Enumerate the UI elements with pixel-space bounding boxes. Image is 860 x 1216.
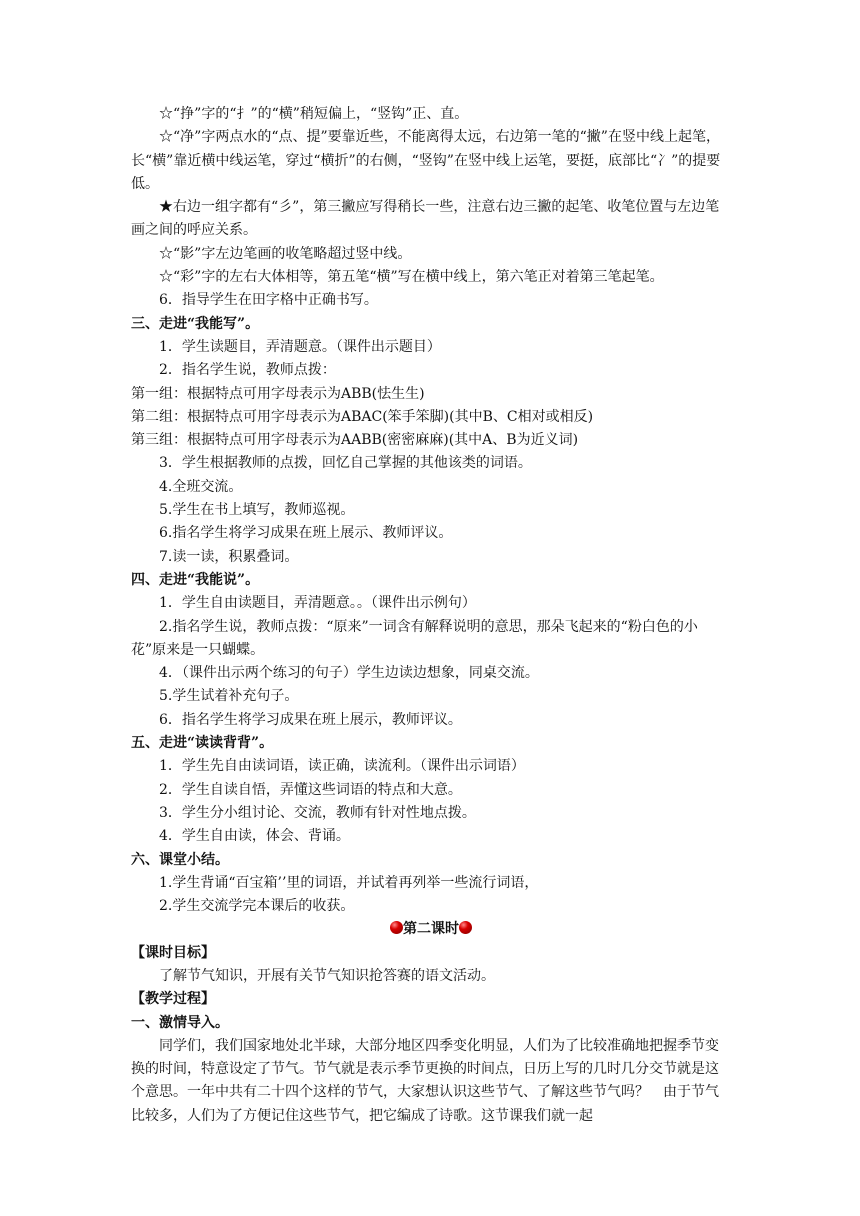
section-heading: 三、走进“我能写”。 (131, 315, 260, 332)
paragraph: 了解节气知识，开展有关节气知识抢答赛的语文活动。 (159, 967, 495, 984)
paragraph: 6．指导学生在田字格中正确书写。 (159, 292, 378, 309)
paragraph: 3．学生分小组讨论、交流，教师有针对性地点拨。 (159, 804, 476, 821)
paragraph: 第二组：根据特点可用字母表示为ABAC(笨手笨脚)(其中B、C相对或相反) (131, 408, 594, 425)
paragraph: 5.学生在书上填写，教师巡视。 (159, 502, 355, 519)
paragraph: 6.指名学生将学习成果在班上展示、教师评议。 (159, 525, 453, 542)
paragraph: 第三组：根据特点可用字母表示为AABB(密密麻麻)(其中A、B为近义词) (131, 432, 579, 449)
paragraph: 2.学生交流学完本课后的收获。 (159, 898, 355, 915)
paragraph: 3．学生根据教师的点拨，回忆自己掌握的其他该类的词语。 (159, 455, 532, 472)
paragraph: ☆“净”字两点水的“点、提”要靠近些，不能离得太远，右边第一笔的“撇”在竖中线上起笔，长“横”靠近横中线运笔，穿过“横折”的右侧，“竖钩”在竖中线上运笔，要挺，底部比“冫”的提要低。 (131, 129, 721, 192)
paragraph: ☆“影”字左边笔画的收笔略超过竖中线。 (159, 245, 412, 262)
paragraph: 1．学生读题目，弄清题意。（课件出示题目） (159, 338, 441, 355)
section-heading: 【课时目标】 (131, 944, 215, 961)
paragraph: 第一组：根据特点可用字母表示为ABB(怯生生) (131, 385, 425, 402)
section-heading: 【教学过程】 (131, 991, 215, 1008)
paragraph: 1．学生先自由读词语，读正确，读流利。（课件出示词语） (159, 758, 525, 775)
paragraph: 4.全班交流。 (159, 478, 243, 495)
paragraph: 4．学生自由读，体会、背诵。 (159, 828, 350, 845)
section-heading: 六、课堂小结。 (131, 851, 229, 868)
paragraph: 同学们，我们国家地处北半球，大部分地区四季变化明显，人们为了比较准确地把握季节变换的时间，特意设定了节气。节气就是表示季节更换的时间点，日历上写的几时几分交节就是这个意思。一年中共有二十四个这样的节气，大家想认识这些节气、了解这些节气吗？ 由于节气比较多，人们为了方便记住这些节气，把它编成了诗歌。这节课我们就一起 (131, 1037, 719, 1124)
paragraph: 1.学生背诵“百宝箱’’里的词语，并试着再列举一些流行词语， (159, 874, 539, 891)
paragraph: ☆“彩”字的左右大体相等，第五笔“横”写在横中线上，第六笔正对着第三笔起笔。 (159, 269, 664, 286)
section-heading: 五、走进“读读背背”。 (131, 735, 274, 752)
red-ball-icon (390, 921, 403, 934)
section-heading: 一、激情导入。 (131, 1014, 229, 1031)
paragraph: 2.指名学生说，教师点拨：“原来”一词含有解释说明的意思，那朵飞起来的“粉白色的小花”原来是一只蝴蝶。 (131, 618, 698, 658)
paragraph: 2．学生自读自悟，弄懂这些词语的特点和大意。 (159, 781, 462, 798)
paragraph: 1．学生自由读题目，弄清题意。。（课件出示例句） (159, 595, 476, 612)
lesson-title (131, 918, 731, 941)
paragraph: 2．指名学生说，教师点拨： (159, 362, 336, 379)
paragraph: 4．（课件出示两个练习的句子）学生边读边想象，同桌交流。 (159, 665, 539, 682)
section-heading: 四、走进“我能说”。 (131, 571, 260, 588)
paragraph: 5.学生试着补充句子。 (159, 688, 299, 705)
paragraph: ★右边一组字都有“彡”，第三撇应写得稍长一些，注意右边三撇的起笔、收笔位置与左边笔画之间的呼应关系。 (131, 199, 720, 239)
paragraph: 6．指名学生将学习成果在班上展示，教师评议。 (159, 711, 462, 728)
paragraph: ☆“挣”字的“扌”的“横”稍短偏上，“竖钩”正、直。 (159, 106, 469, 122)
lesson-title-text: 第二课时 (403, 921, 459, 938)
red-ball-icon (459, 921, 472, 934)
document-body (131, 103, 731, 1128)
paragraph: 7.读一读，积累叠词。 (159, 548, 299, 565)
